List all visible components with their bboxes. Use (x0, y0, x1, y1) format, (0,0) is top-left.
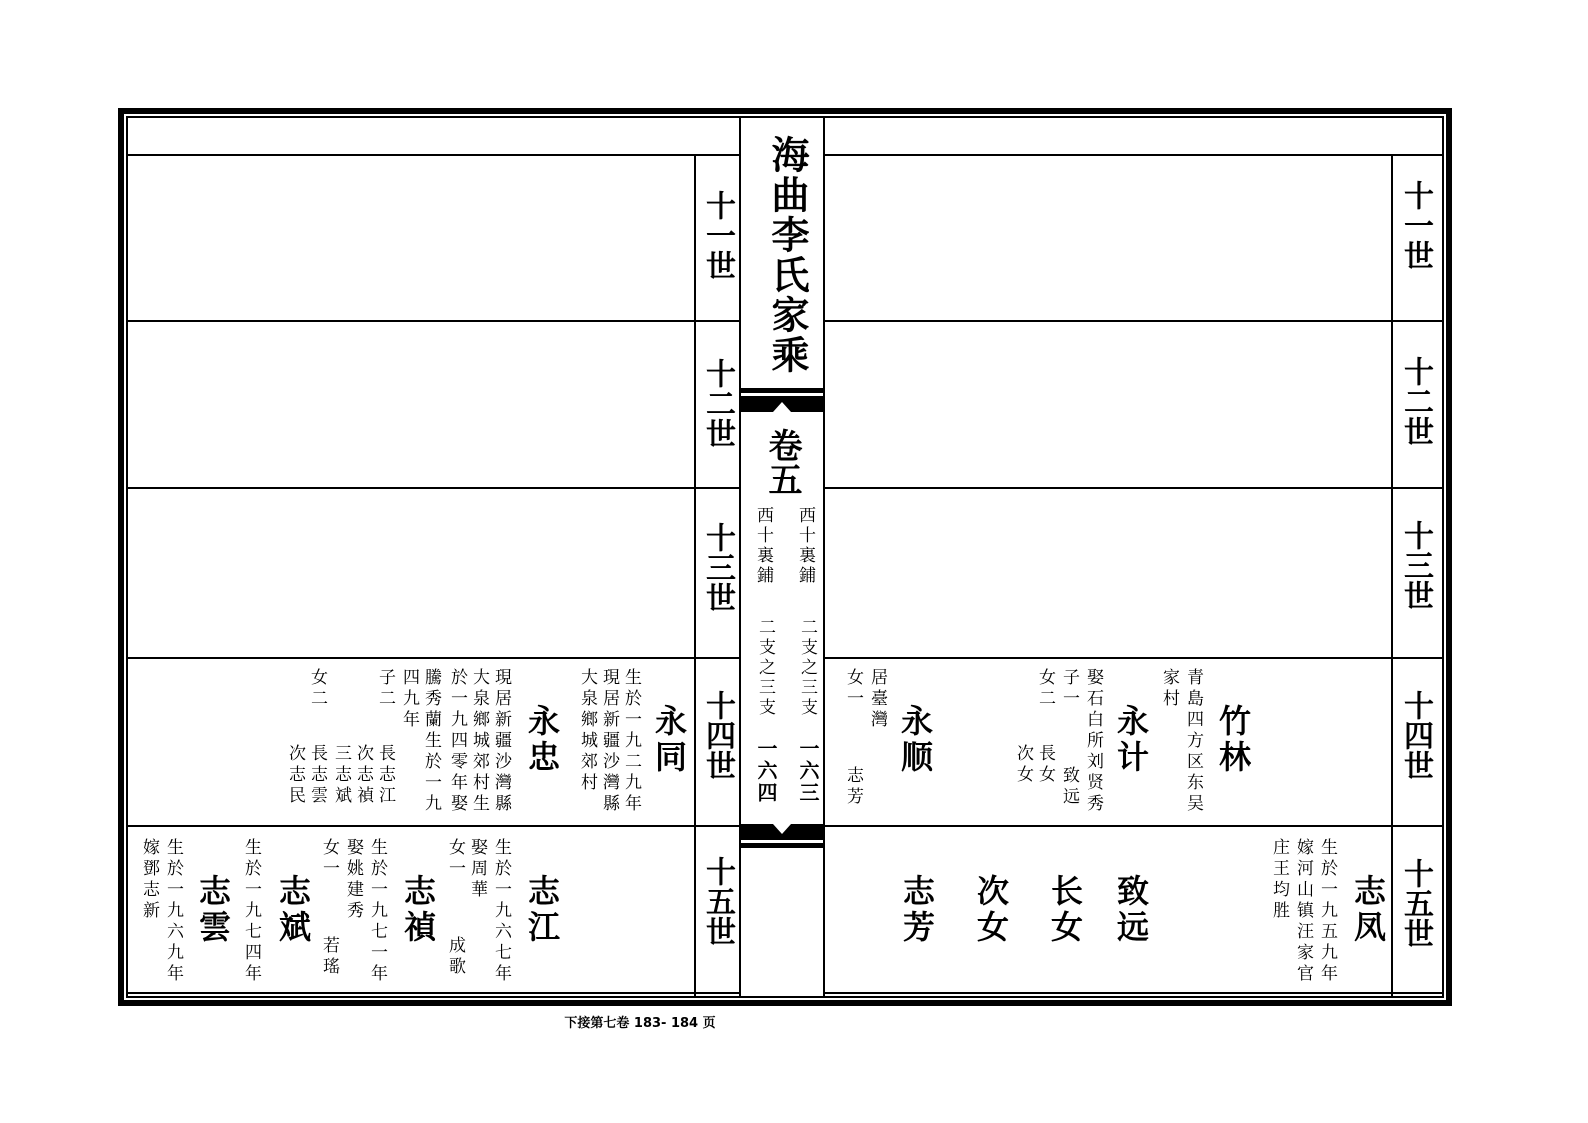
person-name: 长女 (1046, 874, 1084, 946)
person-note: 大泉鄉城郊村生 (469, 668, 489, 815)
person-note: 青島四方区东吴 (1183, 668, 1203, 815)
right-row-line-2 (825, 487, 1442, 489)
child-entry: 長志雲 (307, 744, 327, 807)
right-gen-14: 十四世 (1398, 690, 1433, 780)
person-note: 嫁河山镇汪家官 (1293, 838, 1313, 985)
left-top-line (128, 154, 739, 156)
spine-left-border (739, 118, 741, 996)
person-note: 於一九四零年娶 (447, 668, 467, 815)
person-note: 娶姚建秀 (343, 838, 363, 922)
person-name: 志芳 (898, 874, 936, 946)
right-gen-13: 十三世 (1398, 520, 1433, 610)
person-note: 子一 (1059, 668, 1079, 710)
person-note: 現居新疆沙灣縣 (599, 668, 619, 815)
left-row-line-2 (128, 487, 739, 489)
person-note: 生於一九六七年 (491, 838, 511, 985)
left-gen-12: 十二世 (700, 358, 735, 448)
person-name: 永计 (1112, 704, 1150, 776)
child-entry: 三志斌 (331, 744, 351, 807)
person-note: 生於一九五九年 (1317, 838, 1337, 985)
branch-right: 西十裏鋪 (795, 506, 815, 586)
spine-right-border (823, 118, 825, 996)
person-note: 娶石白所刘贤秀 (1083, 668, 1103, 815)
person-note: 大泉鄉城郊村 (577, 668, 597, 794)
person-name: 志雲 (194, 874, 232, 946)
person-name: 志斌 (274, 874, 312, 946)
child-entry: 志芳 (843, 766, 863, 808)
left-bottom-line (128, 992, 739, 994)
child-entry: 次志禎 (353, 744, 373, 807)
spine-title: 海曲李氏家乘 (765, 135, 810, 375)
left-row-line-3 (128, 657, 739, 659)
page-number-right: 一六三 (796, 738, 820, 804)
person-note: 女一 (319, 838, 339, 880)
person-note: 女一 (843, 668, 863, 710)
sub-branch-left: 二支之三支 (755, 618, 775, 718)
left-gen-14: 十四世 (700, 690, 735, 780)
person-note: 騰秀蘭生於一九 (421, 668, 441, 815)
right-row-line-4 (825, 825, 1442, 827)
person-note: 居臺灣 (867, 668, 887, 731)
right-gen-11: 十一世 (1398, 180, 1433, 270)
right-gen-column-border (1391, 155, 1393, 996)
person-note: 生於一九二九年 (621, 668, 641, 815)
person-name: 志凤 (1349, 874, 1387, 946)
person-note: 庄王均胜 (1269, 838, 1289, 922)
person-name: 永忠 (523, 704, 561, 776)
left-gen-13: 十三世 (700, 522, 735, 612)
child-entry: 成歌 (445, 936, 465, 978)
volume-label: 卷五 (762, 428, 802, 496)
branch-left: 西十裏鋪 (753, 506, 773, 586)
spine-fishtail-bottom (739, 818, 825, 850)
person-note: 娶周華 (467, 838, 487, 901)
person-name: 永顺 (896, 704, 934, 776)
child-entry: 次女 (1013, 744, 1033, 786)
person-note: 現居新疆沙灣縣 (491, 668, 511, 815)
person-name: 志江 (523, 874, 561, 946)
spine-fishtail-top (739, 388, 825, 418)
sub-branch-right: 二支之三支 (797, 618, 817, 718)
person-note: 女二 (307, 668, 327, 710)
person-name: 永同 (650, 704, 688, 776)
person-note: 子二 (375, 668, 395, 710)
left-gen-column-border (694, 155, 696, 996)
person-name: 志禎 (399, 874, 437, 946)
child-entry: 次志民 (285, 744, 305, 807)
continuation-note: 下接第七卷 183- 184 页 (564, 1016, 716, 1031)
person-note: 生於一九七四年 (241, 838, 261, 985)
child-entry: 長女 (1035, 744, 1055, 786)
person-note: 生於一九七一年 (367, 838, 387, 985)
child-entry: 若瑤 (319, 936, 339, 978)
left-row-line-1 (128, 320, 739, 322)
right-row-line-3 (825, 657, 1442, 659)
person-note: 家村 (1159, 668, 1179, 710)
right-gen-15: 十五世 (1398, 858, 1433, 948)
child-entry: 致远 (1059, 766, 1079, 808)
right-top-line (825, 154, 1442, 156)
person-note: 女二 (1035, 668, 1055, 710)
person-name: 次女 (972, 874, 1010, 946)
right-row-line-1 (825, 320, 1442, 322)
person-note: 嫁鄧志新 (139, 838, 159, 922)
right-bottom-line (825, 992, 1442, 994)
person-name: 竹林 (1214, 704, 1252, 776)
left-gen-11: 十一世 (700, 190, 735, 280)
person-note: 四九年 (399, 668, 419, 731)
child-entry: 長志江 (375, 744, 395, 807)
page-number-left: 一六四 (754, 738, 778, 804)
left-row-line-4 (128, 825, 739, 827)
right-gen-12: 十二世 (1398, 356, 1433, 446)
left-gen-15: 十五世 (700, 856, 735, 946)
person-note: 女一 (445, 838, 465, 880)
person-name: 致远 (1112, 874, 1150, 946)
person-note: 生於一九六九年 (163, 838, 183, 985)
